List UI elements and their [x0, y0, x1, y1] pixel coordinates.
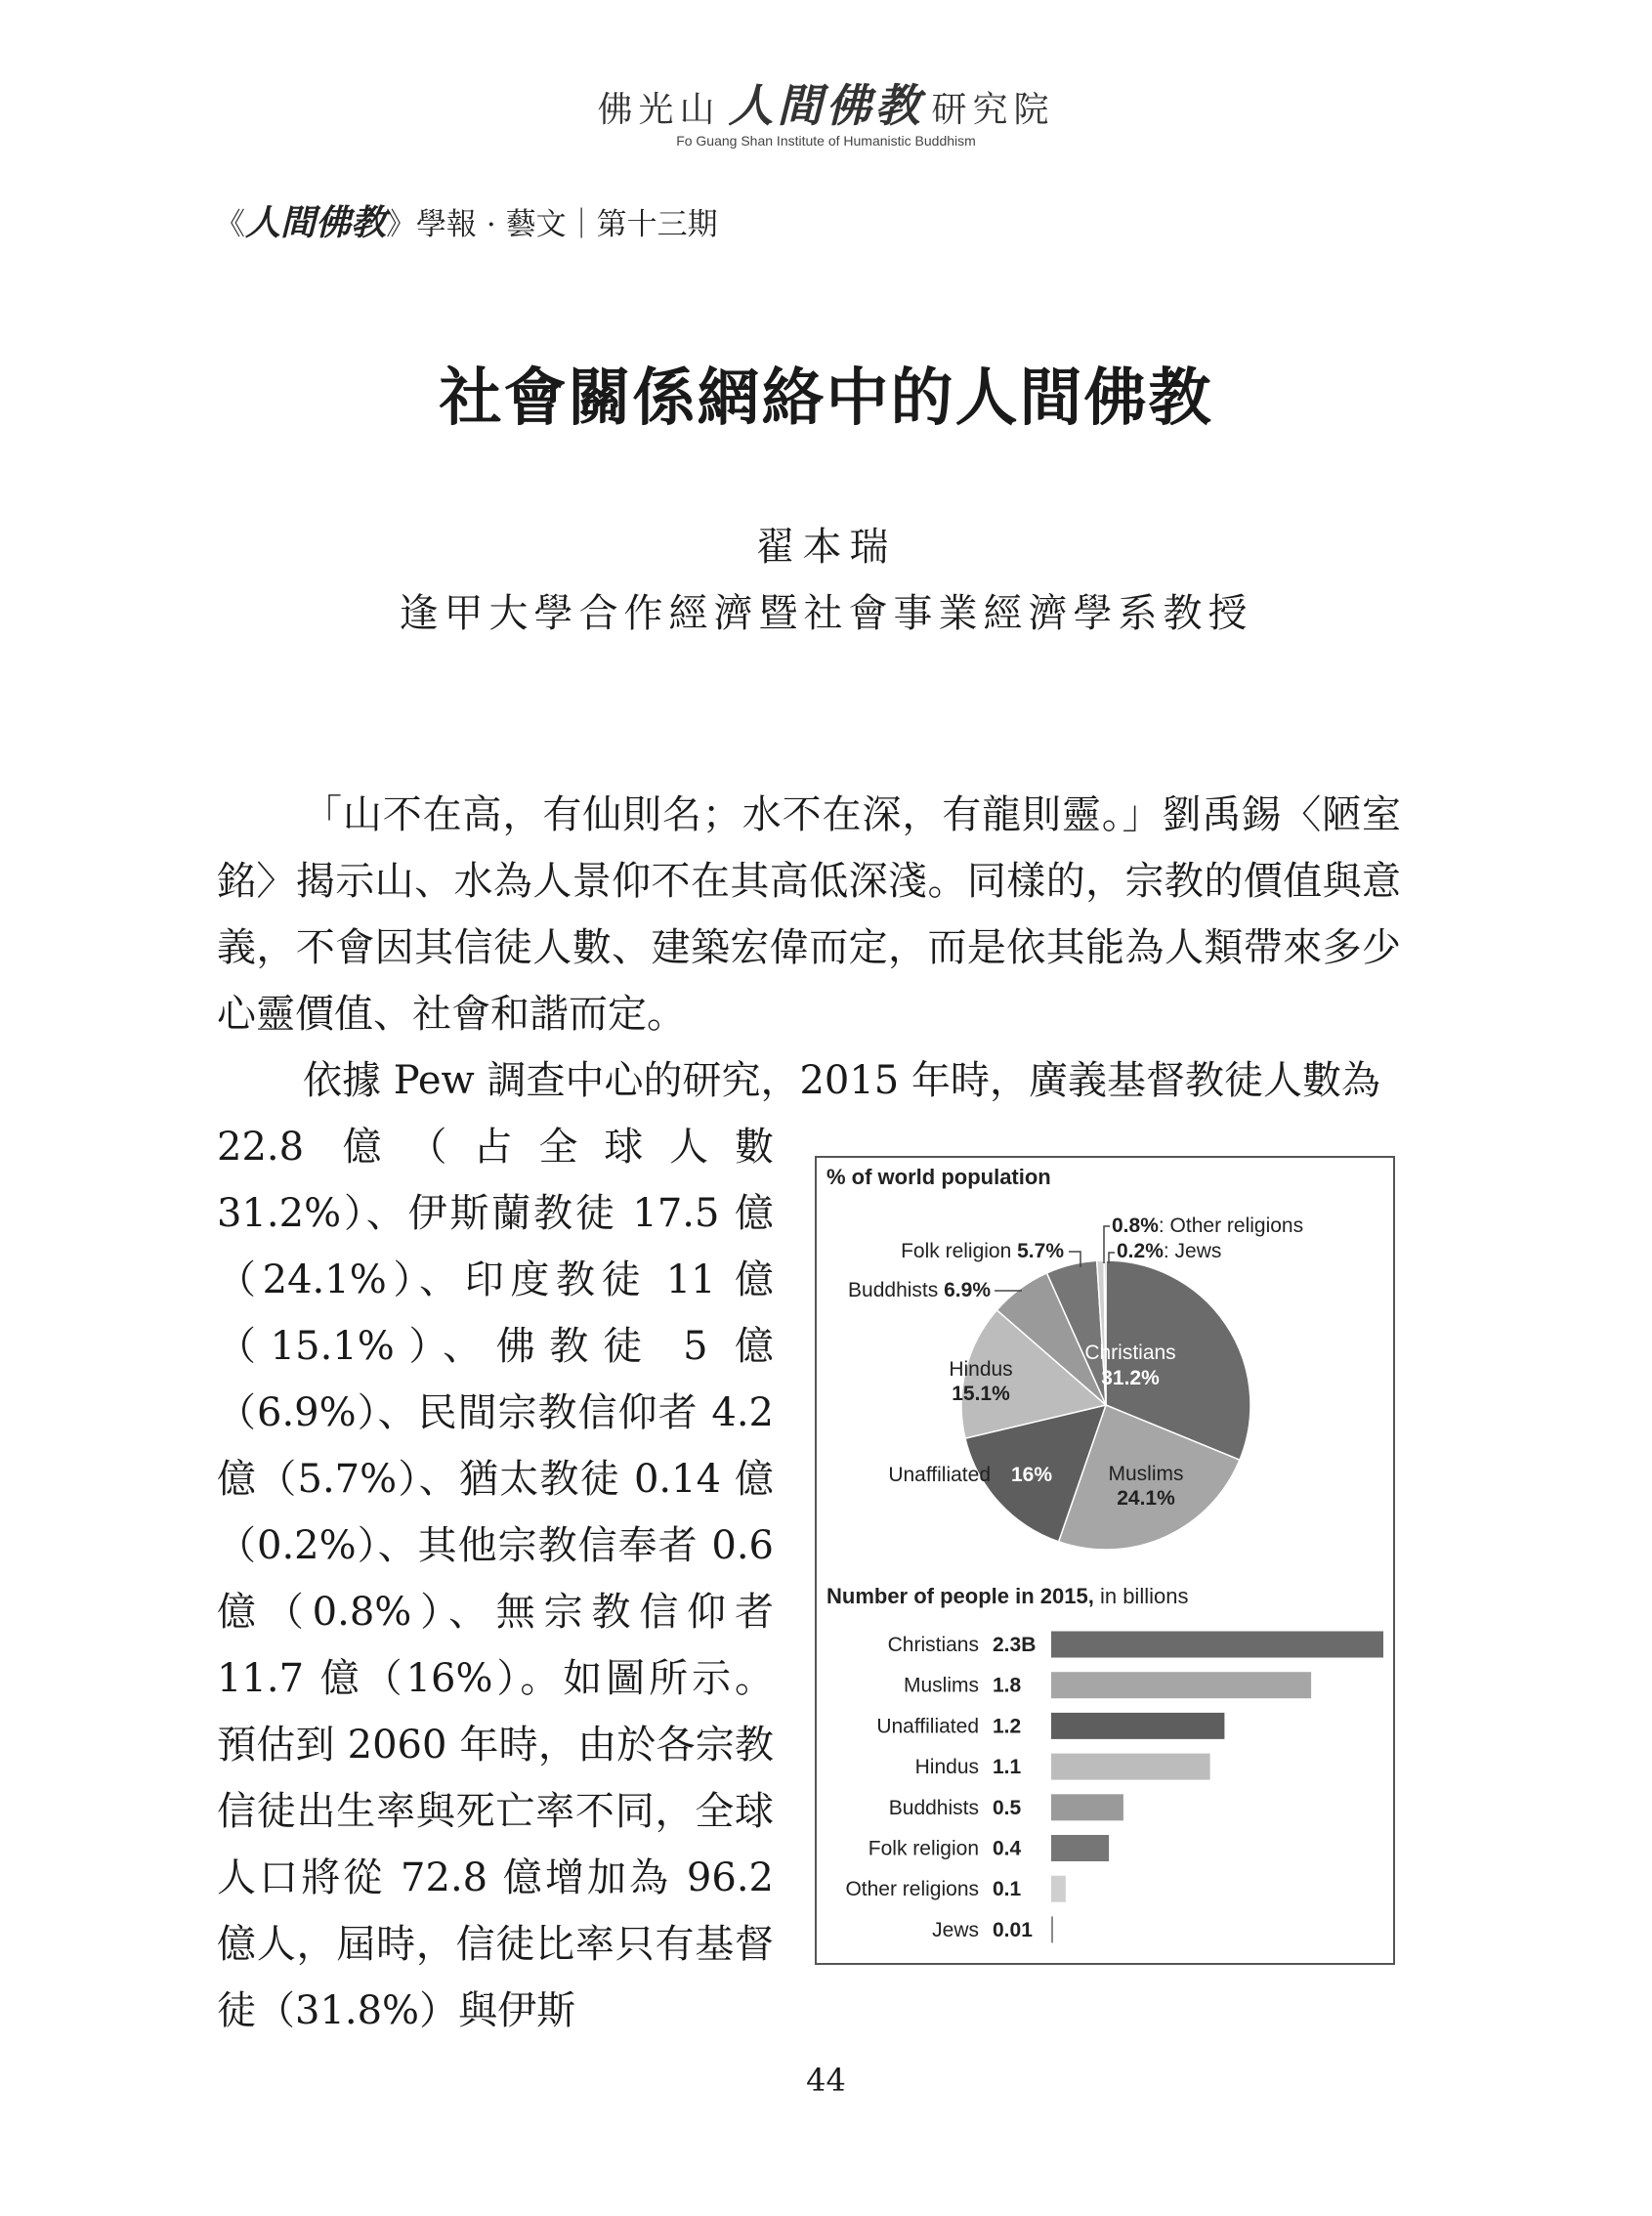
bar-chart [845, 1632, 1383, 1943]
bar-category-buddhists: Buddhists [888, 1796, 979, 1819]
page-number: 44 [806, 2062, 846, 2099]
bar-christians [1051, 1632, 1383, 1658]
bar-chart-title-rest: in billions [1093, 1584, 1189, 1608]
slice-label-muslims: Muslims [1108, 1463, 1184, 1485]
bar-buddhists [1051, 1794, 1123, 1820]
body-paragraph-2: 依據 Pew 調查中心的研究，2015 年時，廣義基督教徒人數為 [303, 1058, 1380, 1103]
bar-chart-title [826, 1584, 1188, 1608]
slice-value-muslims: 24.1% [1117, 1487, 1175, 1510]
bar-value-hindus: 1.1 [993, 1756, 1022, 1779]
institute-name-post: 研究院 [931, 90, 1055, 130]
callout-folk-value: 5.7% [1017, 1240, 1064, 1262]
institute-name-pre: 佛光山 [597, 90, 721, 130]
callout-buddhists-value: 6.9% [944, 1279, 991, 1301]
slice-value-hindus: 15.1% [952, 1383, 1010, 1405]
author-affiliation: 逢甲大學合作經濟暨社會事業經濟學系教授 [399, 591, 1253, 636]
journal-brand-logotype: 人間佛教 [245, 202, 387, 243]
bar-category-muslims: Muslims [904, 1674, 979, 1697]
article-title: 社會關係網絡中的人間佛教 [439, 362, 1213, 435]
slice-label-hindus: Hindus [949, 1358, 1013, 1381]
callout-jews-text [1117, 1240, 1221, 1262]
journal-running-head [215, 195, 718, 245]
pie-callout-jews [1109, 1240, 1221, 1263]
journal-open-bracket: 《 [215, 207, 245, 242]
bar-folk-religion [1051, 1835, 1109, 1861]
bar-value-jews: 0.01 [993, 1918, 1033, 1941]
pie-chart-title: % of world population [826, 1165, 1051, 1189]
bar-other-religions [1051, 1876, 1066, 1902]
bar-value-other-religions: 0.1 [993, 1878, 1022, 1901]
callout-folk-label: Folk religion [901, 1240, 1012, 1262]
callout-unaffiliated-label: Unaffiliated [888, 1464, 991, 1486]
bar-category-christians: Christians [887, 1634, 979, 1656]
body-paragraph-1: 「山不在高，有仙則名；水不在深，有龍則靈。」劉禹錫〈陋室銘〉揭示山、水為人景仰不在其高低深淺。同樣的，宗教的價值與意義，不會因其信徒人數、建築宏偉而定，而是依其能為人類帶來多少心靈價值、社會和諧而定。 [217, 792, 1401, 1037]
callout-jews-value: 0.2% [1117, 1240, 1164, 1262]
bar-jews [1051, 1916, 1053, 1942]
callout-buddhists-label: Buddhists [848, 1279, 939, 1301]
bar-value-christians: 2.3B [993, 1634, 1037, 1656]
figure-canvas [817, 1158, 1393, 1963]
bar-category-unaffiliated: Unaffiliated [876, 1715, 979, 1738]
institute-header [0, 70, 1652, 135]
bar-category-other-religions: Other religions [845, 1878, 979, 1901]
slice-value-christians: 31.2% [1101, 1367, 1160, 1389]
callout-folk-text [901, 1240, 1064, 1262]
pie-chart [961, 1260, 1250, 1550]
slice-value-unaffiliated: 16% [1010, 1464, 1053, 1486]
callout-jews-label: : Jews [1163, 1240, 1222, 1262]
bar-unaffiliated [1051, 1713, 1224, 1739]
bar-value-buddhists: 0.5 [993, 1796, 1022, 1819]
bar-category-folk-religion: Folk religion [868, 1837, 979, 1860]
institute-english-name: Fo Guang Shan Institute of Humanistic Buddhism [676, 133, 976, 149]
bar-value-unaffiliated: 1.2 [993, 1715, 1022, 1738]
callout-other-label: : Other religions [1158, 1215, 1304, 1237]
bar-hindus [1051, 1754, 1210, 1780]
callout-other-text [1112, 1215, 1303, 1237]
religion-population-figure [815, 1156, 1395, 1965]
bar-value-folk-religion: 0.4 [993, 1837, 1022, 1860]
institute-brand-logotype: 人間佛教 [728, 79, 924, 132]
pie-callout-buddhists [848, 1279, 1022, 1301]
journal-issue-label: 》學報 · 藝文｜第十三期 [386, 207, 718, 242]
bar-category-hindus: Hindus [914, 1756, 979, 1779]
bar-value-muslims: 1.8 [993, 1674, 1022, 1697]
body-paragraph-3: 22.8 億（占全球人數 31.2%）、伊斯蘭教徒 17.5 億（24.1%）、印度教徒 11 億（15.1%）、佛教徒 5 億（6.9%）、民間宗教信仰者 4.2 億（5.7%）、猶太教徒 0.14 億（0.2%）、其他宗教信奉者 0.6 億（0.8%）、無宗教信仰者 11.7 億（16%）。如圖所示。預估到 2060 年時，由於各宗教信徒出生率與死亡率不同，全球人口將從 72.8 億增加為 96.2 億人，屆時，信徒比率只有基督徒（31.8%）與伊斯 [217, 1125, 774, 2033]
author-name: 翟本瑞 [755, 525, 897, 570]
bar-muslims [1051, 1672, 1311, 1698]
bar-chart-title-bold: Number of people in 2015, [826, 1584, 1094, 1608]
callout-buddhists-text [848, 1279, 991, 1301]
bar-category-jews: Jews [932, 1918, 979, 1941]
slice-label-christians: Christians [1084, 1342, 1176, 1364]
callout-other-value: 0.8% [1112, 1215, 1159, 1237]
pie-callout-folk [901, 1240, 1080, 1267]
